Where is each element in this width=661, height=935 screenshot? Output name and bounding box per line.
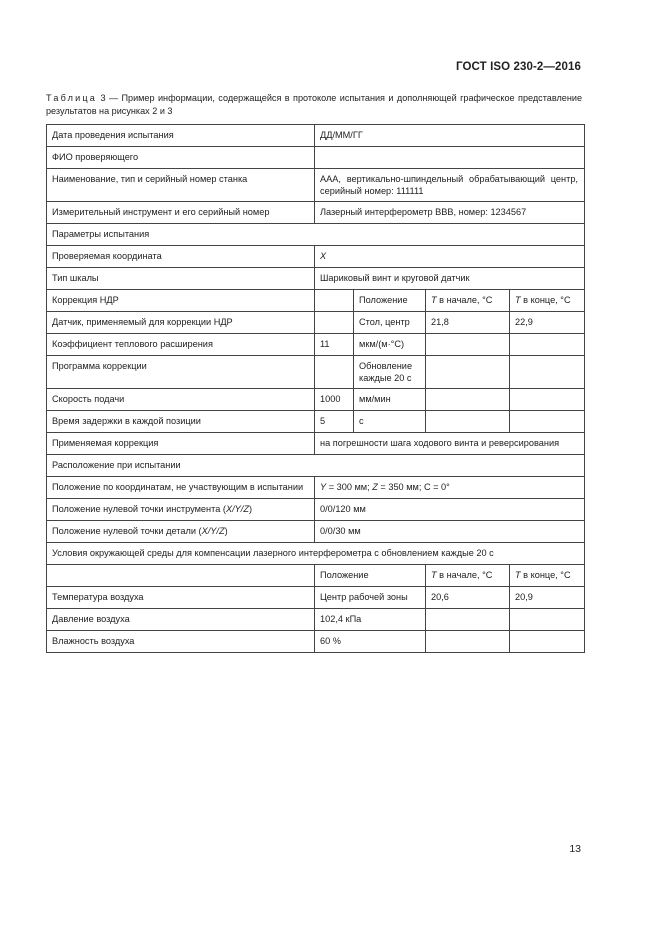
table-row: [47, 147, 585, 169]
empty-cell: [510, 411, 585, 433]
row-value: на погрешности шага ходового винта и реверсирования: [315, 433, 585, 455]
row-value: X: [315, 246, 585, 268]
row-label: ФИО проверяющего: [47, 147, 315, 169]
column-header: T в начале, °С: [426, 290, 510, 312]
empty-cell: [315, 290, 354, 312]
row-value: Лазерный интерферометр ВВВ, номер: 1234567: [315, 202, 585, 224]
row-label: Положение нулевой точки детали (X/Y/Z): [47, 521, 315, 543]
table-row: [47, 312, 585, 334]
row-label: Тип шкалы: [47, 268, 315, 290]
table-row: [47, 268, 585, 290]
row-label: Коэффициент теплового расширения: [47, 334, 315, 356]
row-label: Положение нулевой точки инструмента (X/Y/Z): [47, 499, 315, 521]
table-row: [47, 521, 585, 543]
row-label: Дата проведения испытания: [47, 125, 315, 147]
column-header: Положение: [315, 565, 426, 587]
empty-cell: [426, 609, 510, 631]
row-value: 5: [315, 411, 354, 433]
table-row: [47, 631, 585, 653]
section-heading: Расположение при испытании: [47, 455, 585, 477]
row-label: Давление воздуха: [47, 609, 315, 631]
table-row: [47, 433, 585, 455]
table-row: [47, 202, 585, 224]
row-label: Измерительный инструмент и его серийный номер: [47, 202, 315, 224]
row-label: Температура воздуха: [47, 587, 315, 609]
row-value: 20,9: [510, 587, 585, 609]
standard-header: ГОСТ ISO 230-2—2016: [456, 61, 581, 73]
table-section-heading: [47, 455, 585, 477]
row-unit: с: [354, 411, 426, 433]
row-value: 21,8: [426, 312, 510, 334]
section-heading: Условия окружающей среды для компенсации лазерного интерферометра с обновлением каждые 20 с: [47, 543, 585, 565]
table-row: [47, 290, 585, 312]
row-label: Время задержки в каждой позиции: [47, 411, 315, 433]
row-value: ДД/ММ/ГГ: [315, 125, 585, 147]
row-value: 20,6: [426, 587, 510, 609]
section-heading: Параметры испытания: [47, 224, 585, 246]
column-header: T в конце, °С: [510, 290, 585, 312]
row-value: Обновление каждые 20 с: [354, 356, 426, 389]
row-label: Проверяемая координата: [47, 246, 315, 268]
row-label: Применяемая коррекция: [47, 433, 315, 455]
empty-cell: [426, 631, 510, 653]
table-row: [47, 499, 585, 521]
table-row: [47, 609, 585, 631]
row-value: 102,4 кПа: [315, 609, 426, 631]
row-value: Стол, центр: [354, 312, 426, 334]
table-row: [47, 169, 585, 202]
column-header: T в начале, °С: [426, 565, 510, 587]
row-value: Шариковый винт и круговой датчик: [315, 268, 585, 290]
row-value: 60 %: [315, 631, 426, 653]
empty-cell: [510, 631, 585, 653]
row-label: Скорость подачи: [47, 389, 315, 411]
table-row: [47, 587, 585, 609]
row-value: 0/0/30 мм: [315, 521, 585, 543]
table-row: [47, 411, 585, 433]
row-value: ААА, вертикально-шпиндельный обрабатывающий центр, серийный номер: 111111: [315, 169, 585, 202]
empty-cell: [510, 609, 585, 631]
empty-cell: [315, 312, 354, 334]
test-report-table: [46, 124, 585, 653]
row-value: 1000: [315, 389, 354, 411]
row-label: Влажность воздуха: [47, 631, 315, 653]
empty-cell: [315, 356, 354, 389]
empty-cell: [510, 389, 585, 411]
table-section-heading: [47, 224, 585, 246]
row-value: [315, 147, 585, 169]
row-label: Положение по координатам, не участвующим в испытании: [47, 477, 315, 499]
caption-text: 3 — Пример информации, содержащейся в протоколе испытания и дополняющей графическое представление результатов на рисунках 2 и 3: [46, 93, 582, 116]
row-value: 0/0/120 мм: [315, 499, 585, 521]
row-value: 22,9: [510, 312, 585, 334]
table-row: [47, 565, 585, 587]
row-label: Наименование, тип и серийный номер станка: [47, 169, 315, 202]
table-row: [47, 334, 585, 356]
empty-cell: [426, 389, 510, 411]
empty-cell: [426, 334, 510, 356]
row-label: Коррекция НДР: [47, 290, 315, 312]
table-row: [47, 246, 585, 268]
table-row: [47, 389, 585, 411]
column-header: T в конце, °С: [510, 565, 585, 587]
row-unit: мкм/(м·°С): [354, 334, 426, 356]
table-row: [47, 477, 585, 499]
row-value: Y = 300 мм; Z = 350 мм; C = 0°: [315, 477, 585, 499]
caption-label: Таблица: [46, 93, 98, 103]
empty-cell: [47, 565, 315, 587]
row-value: Центр рабочей зоны: [315, 587, 426, 609]
row-unit: мм/мин: [354, 389, 426, 411]
column-header: Положение: [354, 290, 426, 312]
empty-cell: [426, 411, 510, 433]
empty-cell: [426, 356, 510, 389]
row-value: 11: [315, 334, 354, 356]
empty-cell: [510, 356, 585, 389]
empty-cell: [510, 334, 585, 356]
table-row: [47, 125, 585, 147]
page-number: 13: [569, 843, 581, 855]
table-section-heading: [47, 543, 585, 565]
table-caption: [46, 92, 582, 117]
row-label: Датчик, применяемый для коррекции НДР: [47, 312, 315, 334]
table-row: [47, 356, 585, 389]
row-label: Программа коррекции: [47, 356, 315, 389]
